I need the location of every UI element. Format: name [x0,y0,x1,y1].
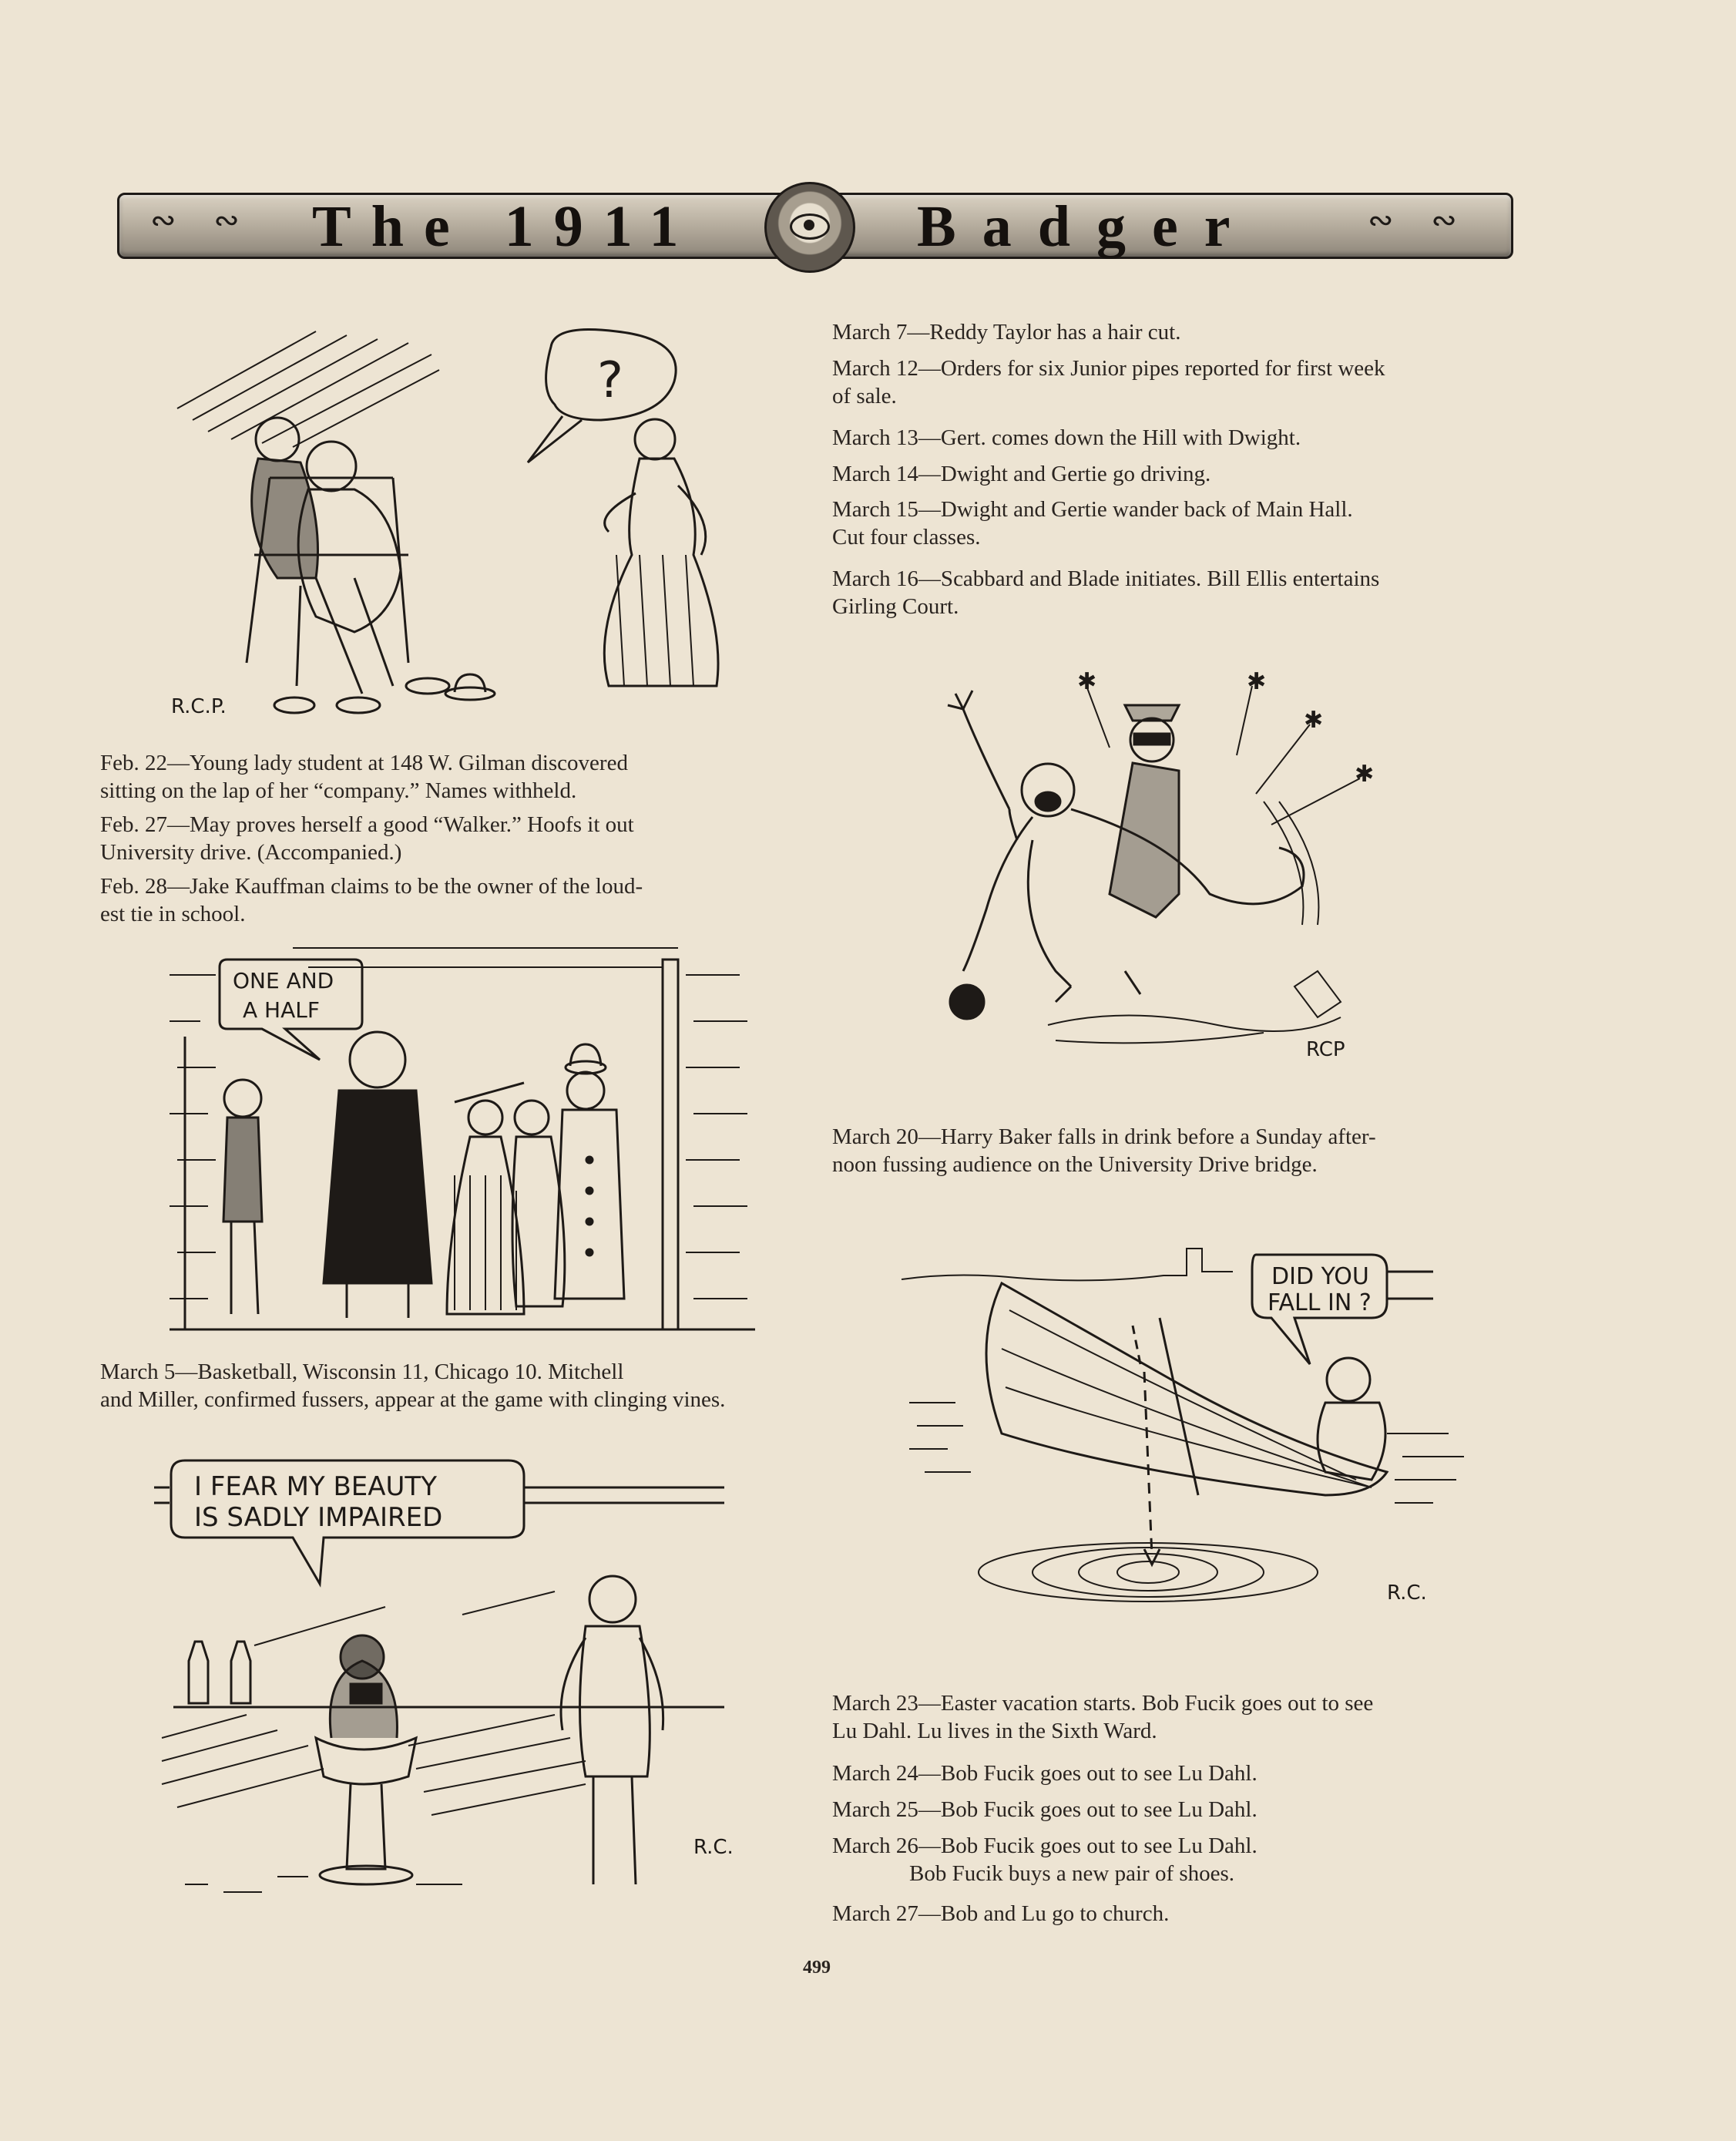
flourish-left-icon: ∾ ∾ [150,203,254,238]
entry-march-7: March 7—Reddy Taylor has a hair cut. [832,320,1181,345]
cartoon-falling-man [940,663,1387,1064]
cartoon-rowboat-fall-in [894,1241,1479,1603]
signature-rc-left: R.C. [693,1836,734,1859]
page-number: 499 [803,1958,831,1978]
flourish-right-icon: ∾ ∾ [1368,203,1471,238]
entry-march-24: March 24—Bob Fucik goes out to see Lu Dahl. [832,1761,1258,1786]
entry-feb-27: Feb. 27—May proves herself a good “Walker.” Hoofs it out University drive. (Accompanied.) [100,812,634,865]
bubble-one-and-text: ONE AND [233,968,334,993]
svg-text:✱: ✱ [1355,761,1375,788]
bubble-a-half-text: A HALF [243,997,320,1023]
bubble-sadly-impaired-text: IS SADLY IMPAIRED [194,1502,443,1533]
cartoon-doorway-group [170,944,755,1337]
signature-rcp-right: RCP [1306,1038,1345,1061]
signature-rcp: R.C.P. [171,695,227,718]
entry-march-27: March 27—Bob and Lu go to church. [832,1901,1170,1926]
entry-march-14: March 14—Dwight and Gertie go driving. [832,462,1211,486]
university-seal-icon [764,182,855,273]
entry-march-13: March 13—Gert. comes down the Hill with Dwight. [832,425,1301,450]
entry-feb-28: Feb. 28—Jake Kauffman claims to be the owner of the loud- est tie in school. [100,874,643,926]
svg-text:✱: ✱ [1247,668,1267,695]
cartoon-chair-couple [162,324,763,724]
bubble-question-text: ? [597,352,623,409]
entry-march-15: March 15—Dwight and Gertie wander back of Main Hall. Cut four classes. [832,497,1353,550]
entry-march-23: March 23—Easter vacation starts. Bob Fucik goes out to see Lu Dahl. Lu lives in the Sixth Ward. [832,1691,1374,1743]
entry-march-25: March 25—Bob Fucik goes out to see Lu Dahl. [832,1797,1258,1822]
entry-march-12: March 12—Orders for six Junior pipes reported for first week of sale. [832,356,1385,408]
bubble-did-you-text: DID YOU [1271,1263,1369,1290]
entry-march-26: March 26—Bob Fucik goes out to see Lu Dahl. Bob Fucik buys a new pair of shoes. [832,1833,1258,1886]
svg-text:✱: ✱ [1077,668,1097,695]
entry-march-20: March 20—Harry Baker falls in drink before a Sunday after- noon fussing audience on the University Drive bridge. [832,1124,1376,1177]
entry-feb-22: Feb. 22—Young lady student at 148 W. Gilman discovered sitting on the lap of her “company.” Names withheld. [100,751,628,803]
entry-march-5: March 5—Basketball, Wisconsin 11, Chicago 10. Mitchell and Miller, confirmed fussers, appear at the game with clinging vines. [100,1360,726,1412]
cartoon-beauty-impaired [154,1453,740,1915]
bubble-fall-in-text: FALL IN ? [1268,1289,1372,1316]
banner-title-right: Badger [917,194,1257,259]
entry-march-16: March 16—Scabbard and Blade initiates. Bill Ellis entertains Girling Court. [832,566,1380,619]
bubble-fear-beauty-text: I FEAR MY BEAUTY [194,1471,437,1502]
svg-text:✱: ✱ [1304,707,1324,734]
signature-rc-right: R.C. [1387,1581,1427,1603]
banner-title-left: The 1911 [312,194,699,259]
